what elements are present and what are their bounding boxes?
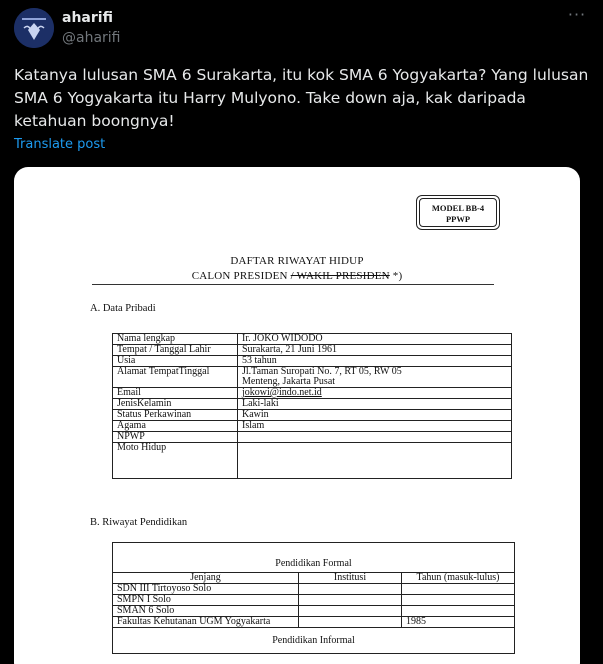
more-options-icon[interactable]: ··· <box>567 5 587 24</box>
document-title: DAFTAR RIWAYAT HIDUP <box>230 255 364 267</box>
document-subtitle: CALON PRESIDEN / WAKIL PRESIDEN *) <box>191 270 403 282</box>
table-row: Status Perkawinan Kawin <box>113 410 512 421</box>
attached-document-image[interactable] <box>14 167 580 664</box>
tweet-header <box>14 5 589 52</box>
translate-post-link[interactable]: Translate post <box>14 137 106 152</box>
tweet-text: Katanya lulusan SMA 6 Surakarta, itu kok SMA 6 Yogyakarta? Yang lulusan SMA 6 Yogyakarta itu Harry Mulyono. Take down aja, kak daripada ketahuan boongnya! <box>14 66 589 130</box>
education-table <box>112 542 515 654</box>
table-row: Nama lengkap Ir. JOKO WIDODO <box>113 334 512 345</box>
table-row: Jenjang Institusi Tahun (masuk-lulus) <box>113 573 515 584</box>
table-row: NPWP <box>113 432 512 443</box>
model-line1: MODEL BB-4 <box>431 203 485 213</box>
garuda-logo-icon <box>14 8 54 48</box>
table-row: JenisKelamin Laki-laki <box>113 399 512 410</box>
table-row: Usia 53 tahun <box>113 356 512 367</box>
section-a-heading: A. Data Pribadi <box>90 303 156 314</box>
table-row: SMPN I Solo <box>113 595 515 606</box>
table-row: SDN III Tirtoyoso Solo <box>113 584 515 595</box>
table-row: Alamat TempatTinggal Jl.Taman Suropati No. 7, RT 05, RW 05 Menteng, Jakarta Pusat <box>113 367 512 388</box>
user-name[interactable]: aharifi <box>62 10 113 26</box>
model-box <box>416 195 500 230</box>
table-row: Fakultas Kehutanan UGM Yogyakarta 1985 <box>113 617 515 628</box>
table-row: Moto Hidup <box>113 443 512 479</box>
table-row: Pendidikan Formal <box>113 543 515 573</box>
table-row: Email jokowi@indo.net.id <box>113 388 512 399</box>
table-row: Agama Islam <box>113 421 512 432</box>
table-row: Tempat / Tanggal Lahir Surakarta, 21 Juni 1961 <box>113 345 512 356</box>
section-b-heading: B. Riwayat Pendidikan <box>90 517 188 528</box>
divider <box>92 284 494 285</box>
personal-data-table <box>112 333 512 479</box>
table-row: Pendidikan Informal <box>113 628 515 654</box>
avatar[interactable] <box>14 8 54 48</box>
user-handle[interactable]: @aharifi <box>62 30 121 46</box>
model-line2: PPWP <box>445 214 471 224</box>
table-row: SMAN 6 Solo <box>113 606 515 617</box>
